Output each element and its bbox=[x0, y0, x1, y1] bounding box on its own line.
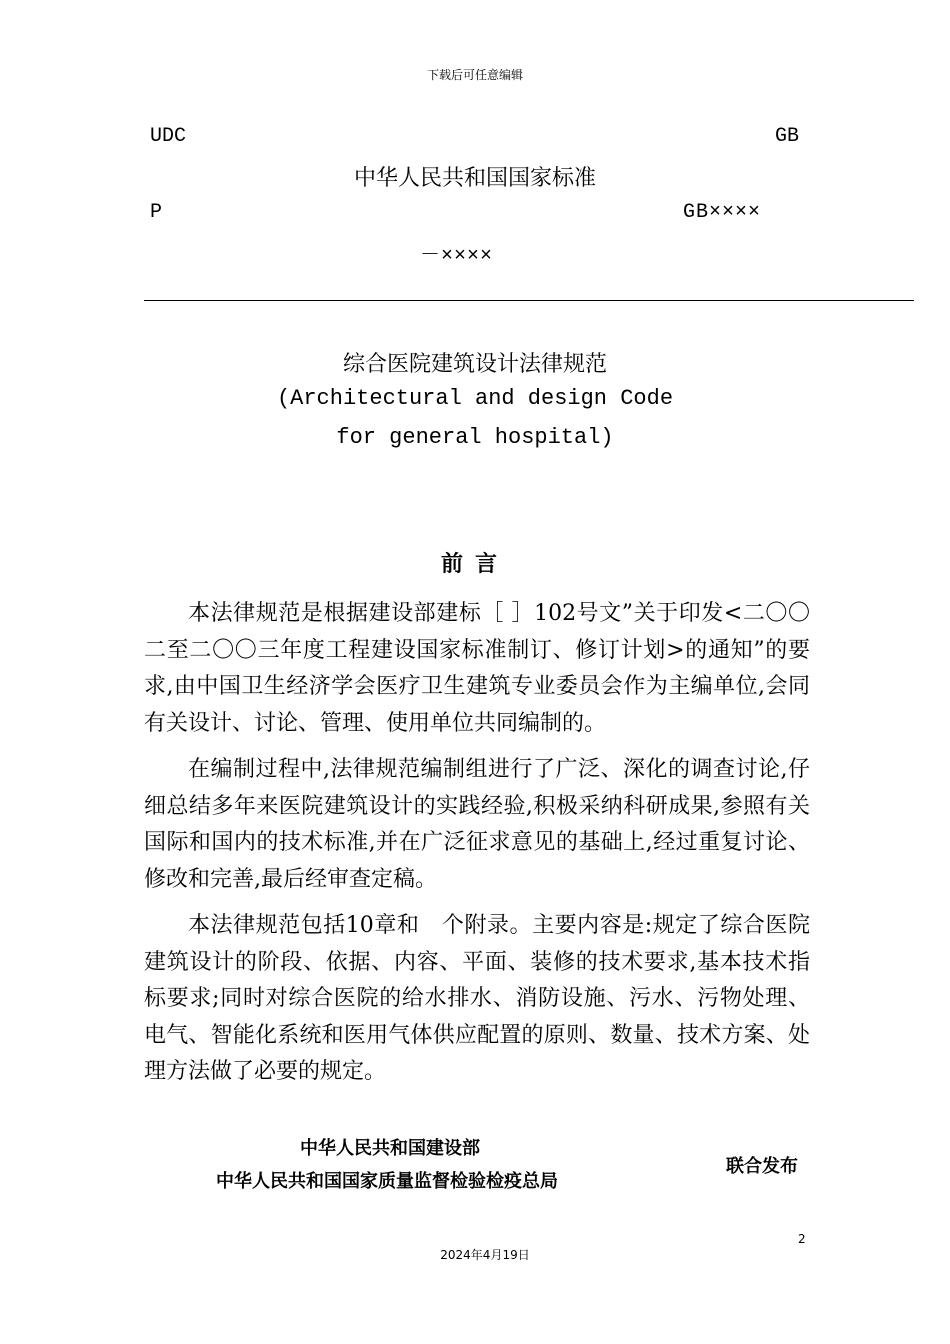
preface-body bbox=[144, 596, 810, 1101]
document-title-en-line2: for general hospital) bbox=[336, 425, 614, 450]
national-standard-title: 中华人民共和国国家标准 bbox=[353, 166, 596, 191]
joint-release-label: 联合发布 bbox=[726, 1156, 798, 1177]
preface-paragraph: 本法律规范包括10章和 个附录。主要内容是:规定了综合医院建筑设计的阶段、依据、内容、平面、装修的技术要求,基本技术指标要求;同时对综合医院的给水排水、消防设施、污水、污物处理、电气、智能化系统和医用气体供应配置的原则、数量、技术方案、处理方法做了必要的规定。 bbox=[144, 913, 810, 1084]
gb-number: GB×××× bbox=[683, 201, 762, 224]
udc-label: UDC bbox=[150, 125, 187, 148]
p-label: P bbox=[150, 201, 163, 224]
header-note: 下载后可任意编辑 bbox=[426, 68, 523, 82]
divider-rule bbox=[144, 300, 914, 301]
preface-paragraph: 在编制过程中,法律规范编制组进行了广泛、深化的调查讨论,仔细总结多年来医院建筑设计的实践经验,积极采纳科研成果,参照有关国际和国内的技术标准,并在广泛征求意见的基础上,经过重复讨论、修改和完善,最后经审查定稿。 bbox=[144, 757, 810, 892]
publisher-aqsiq: 中华人民共和国国家质量监督检验检疫总局 bbox=[216, 1171, 558, 1192]
gb-number-tail: －×××× bbox=[420, 245, 494, 268]
preface-heading: 前言 bbox=[440, 552, 509, 577]
document-title-en-line1: (Architectural and design Code bbox=[276, 386, 674, 411]
page-number: 2 bbox=[798, 1232, 806, 1246]
preface-paragraph: 本法律规范是根据建设部建标［ ］102号文”关于印发<二〇〇二至二〇〇三年度工程建设国家标准制订、修订计划>的通知”的要求,由中国卫生经济学会医疗卫生建筑专业委员会作为主编单位,会同有关设计、讨论、管理、使用单位共同编制的。 bbox=[144, 601, 810, 736]
footer-date: 2024年4月19日 bbox=[440, 1248, 530, 1262]
document-title-cn: 综合医院建筑设计法律规范 bbox=[342, 352, 607, 377]
gb-label: GB bbox=[775, 125, 800, 148]
publisher-ministry: 中华人民共和国建设部 bbox=[300, 1138, 480, 1159]
